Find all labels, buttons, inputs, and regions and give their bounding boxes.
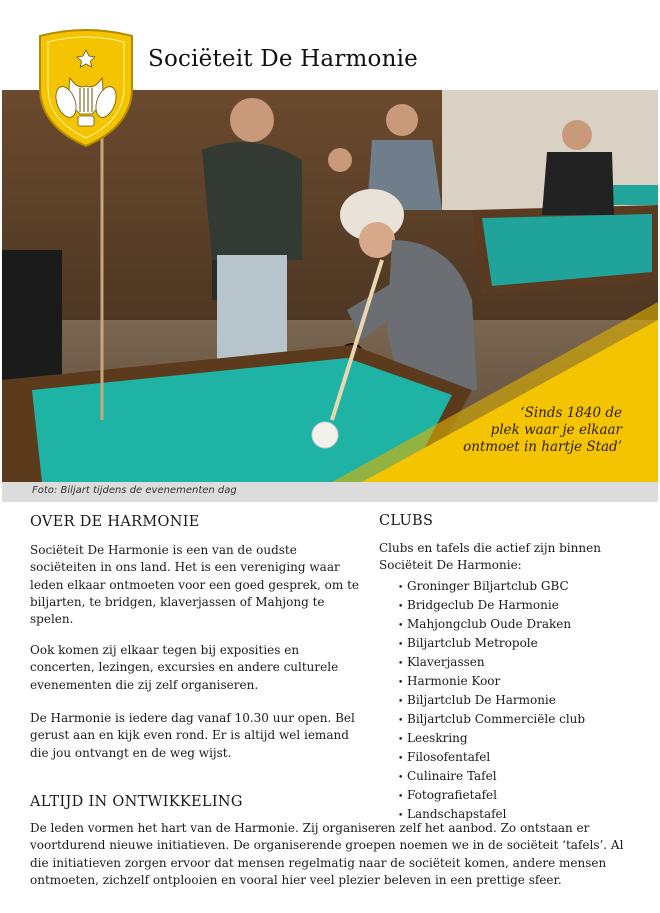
- list-item: • Landschapstafel: [398, 806, 585, 825]
- list-item: • Culinaire Tafel: [398, 768, 585, 787]
- list-item: • Filosofentafel: [398, 749, 585, 768]
- list-item: • Groninger Biljartclub GBC: [398, 578, 585, 597]
- list-item: • Klaverjassen: [398, 654, 585, 673]
- about-paragraph: Ook komen zij elkaar tegen bij exposities en concerten, lezingen, excursies en andere culturele evenementen die zij zelf organiseren.: [30, 643, 339, 692]
- list-item: • Biljartclub Metropole: [398, 635, 585, 654]
- about-heading: OVER DE HARMONIE: [30, 514, 200, 530]
- quote-line: plek waar je elkaar: [490, 422, 622, 438]
- list-item: • Fotografietafel: [398, 787, 585, 806]
- list-item: • Biljartclub De Harmonie: [398, 692, 585, 711]
- quote-line: ‘Sinds 1840 de: [520, 405, 622, 421]
- development-paragraph: De leden vormen het hart van de Harmonie. Zij organiseren zelf het aanbod. Zo ontstaan er voortdurend nieuwe initiatieven. De organiserende groepen noemen we in de sociëteit ‘tafels’. Al die initiatieven zorgen ervoor dat mensen regelmatig naar de sociëteit komen, andere mensen ontmoeten, zichzelf ontplooien en vooral hier veel plezier beleven in een prettige sfeer.: [30, 821, 624, 887]
- list-item: • Leeskring: [398, 730, 585, 749]
- list-item: • Bridgeclub De Harmonie: [398, 597, 585, 616]
- clubs-heading: CLUBS: [379, 513, 434, 529]
- list-item: • Biljartclub Commerciële club: [398, 711, 585, 730]
- quote-line: ontmoet in hartje Stad’: [463, 439, 622, 455]
- list-item: • Harmonie Koor: [398, 673, 585, 692]
- development-heading: ALTIJD IN ONTWIKKELING: [30, 794, 243, 810]
- lyre-crest-icon: [34, 28, 138, 148]
- list-item: • Mahjongclub Oude Draken: [398, 616, 585, 635]
- clubs-intro: Clubs en tafels die actief zijn binnen Sociëteit De Harmonie:: [379, 541, 601, 572]
- page-title: Sociëteit De Harmonie: [148, 46, 418, 72]
- photo-caption: Foto: Biljart tijdens de evenementen dag: [32, 485, 237, 496]
- caption-bar: [2, 482, 658, 502]
- about-paragraph: Sociëteit De Harmonie is een van de oudste sociëteiten in ons land. Het is een vereniging waar leden elkaar ontmoeten voor een goed gesprek, om te biljarten, te bridgen, klaverjassen of Mahjong te spelen.: [30, 543, 360, 627]
- clubs-list: [398, 578, 585, 825]
- about-paragraph: De Harmonie is iedere dag vanaf 10.30 uur open. Bel gerust aan en kijk even rond. Er is altijd wel iemand die jou ontvangt en de weg wijst.: [30, 711, 355, 760]
- photo-quote: [432, 405, 622, 456]
